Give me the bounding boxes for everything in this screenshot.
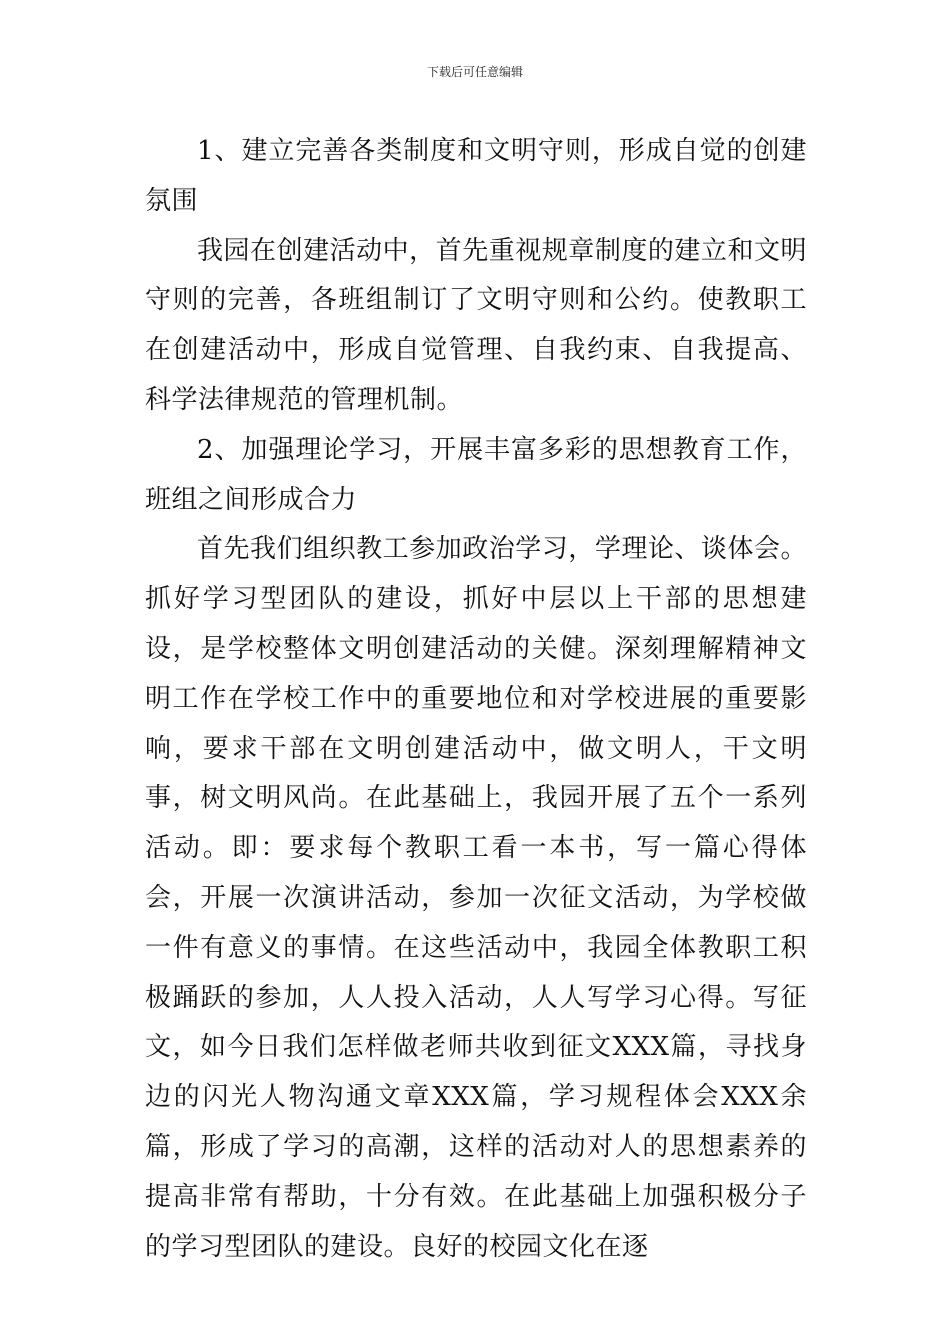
body-paragraph-2: 首先我们组织教工参加政治学习，学理论、谈体会。抓好学习型团队的建设，抓好中层以上干部的思想建设，是学校整体文明创建活动的关健。深刻理解精神文明工作在学校工作中的重要地位和对学校进展的重要影响，要求干部在文明创建活动中，做文明人，干文明事，树文明风尚。在此基础上，我园开展了五个一系列活动。即：要求每个教职工看一本书，写一篇心得体会，开展一次演讲活动，参加一次征文活动，为学校做一件有意义的事情。在这些活动中，我园全体教职工积极踊跃的参加，人人投入活动，人人写学习心得。写征文，如今日我们怎样做老师共收到征文XXX篇，寻找身边的闪光人物沟通文章XXX篇，学习规程体会XXX余篇，形成了学习的高潮，这样的活动对人的思想素养的提高非常有帮助，十分有效。在此基础上加强积极分子的学习型团队的建设。良好的校园文化在逐 [145,534,807,1262]
body-paragraph-1: 我园在创建活动中，首先重视规章制度的建立和文明守则的完善，各班组制订了文明守则和公约。使教职工在创建活动中，形成自觉管理、自我约束、自我提高、科学法律规范的管理机制。 [145,235,807,415]
header-note: 下载后可任意编辑 [426,65,523,79]
document-body [145,127,807,1272]
section-heading-1: 1、建立完善各类制度和文明守则，形成自觉的创建氛围 [145,136,807,216]
section-heading-2: 2、加强理论学习，开展丰富多彩的思想教育工作，班组之间形成合力 [145,434,807,515]
